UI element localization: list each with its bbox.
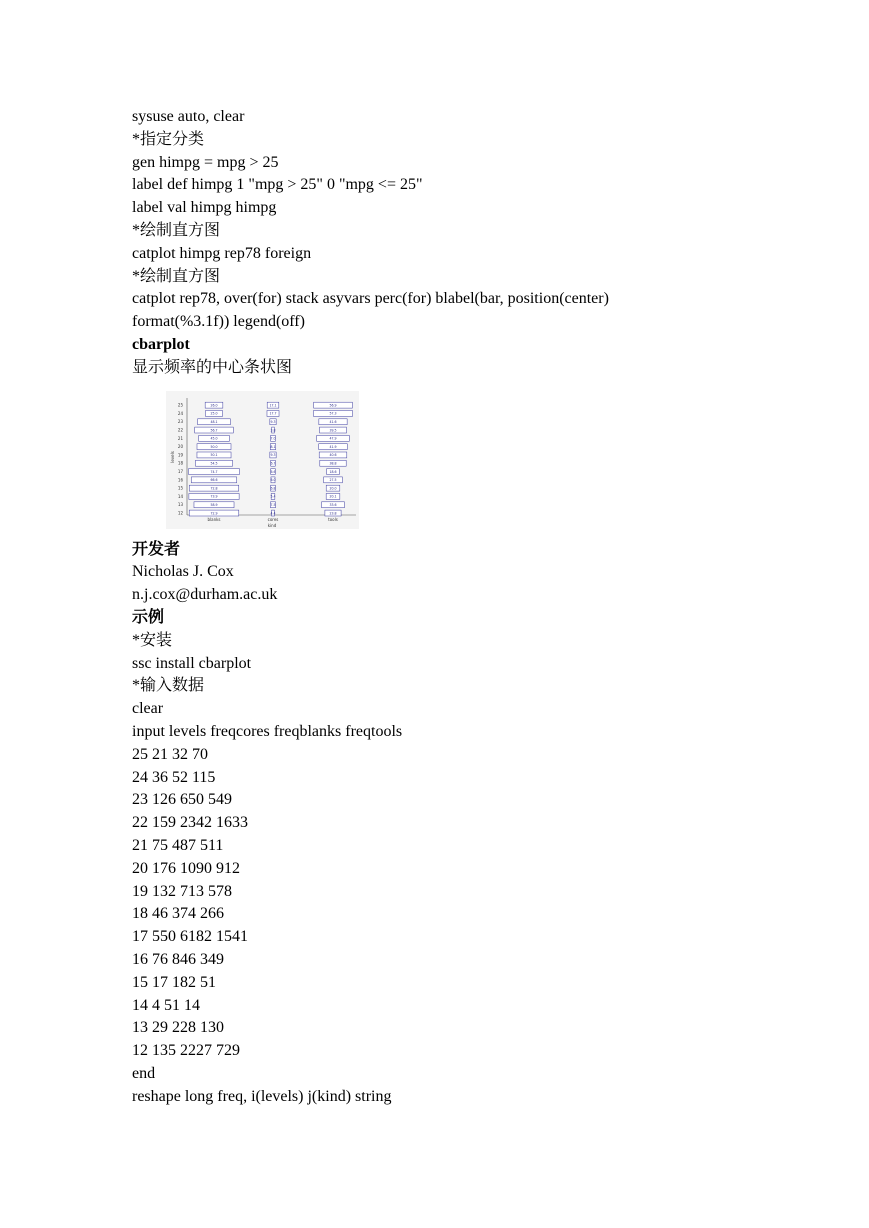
bar-label-cores: 17.1 [269, 402, 277, 407]
y-tick-label: 12 [177, 510, 183, 516]
text-line: 18 46 374 266 [132, 905, 224, 923]
bar-label-tools: 18.6 [329, 469, 337, 474]
bar-label-blanks: 50.1 [210, 452, 218, 457]
text-line: gen himpg = mpg > 25 [132, 153, 279, 171]
text-line: 24 36 52 115 [132, 768, 216, 786]
bar-label-cores: 3.8 [270, 427, 276, 432]
bar-label-tools: 20.0 [329, 485, 337, 490]
text-line: format(%3.1f)) legend(off) [132, 313, 305, 331]
y-tick-label: 20 [177, 443, 183, 449]
bar-label-cores: 17.7 [269, 411, 277, 416]
bar-label-blanks: 74.7 [210, 469, 218, 474]
text-line: *安装 [132, 631, 173, 649]
y-tick-label: 13 [177, 501, 183, 507]
bar-label-tools: 23.8 [329, 510, 337, 515]
bar-label-tools: 47.9 [329, 436, 337, 441]
text-line: 23 126 650 549 [132, 791, 232, 809]
x-tick-label: tools [328, 516, 338, 522]
bar-label-blanks: 25.0 [210, 411, 218, 416]
bar-label-tools: 33.6 [329, 502, 337, 507]
bar-label-blanks: 54.5 [210, 461, 218, 466]
y-axis-label: levels [170, 450, 175, 463]
bar-label-cores: 9.3 [270, 419, 276, 424]
y-tick-label: 21 [177, 435, 183, 441]
text-line: sysuse auto, clear [132, 108, 245, 125]
document-content [132, 106, 832, 1108]
bar-label-blanks: 66.6 [210, 477, 218, 482]
bar-label-cores: 6.8 [270, 485, 276, 490]
text-line: 25 21 32 70 [132, 745, 208, 763]
bar-label-cores: 6.6 [270, 469, 276, 474]
cbarplot-chart [166, 391, 359, 529]
bar-label-cores: 4.4 [270, 510, 276, 515]
bar-label-cores: 5.4 [270, 494, 276, 499]
bar-label-blanks: 58.9 [210, 502, 218, 507]
bar-label-blanks: 50.0 [210, 444, 218, 449]
text-line: n.j.cox@durham.ac.uk [132, 586, 278, 604]
bar-label-blanks: 48.1 [210, 419, 218, 424]
y-tick-label: 16 [177, 476, 183, 482]
bar-label-tools: 27.5 [329, 477, 337, 482]
y-tick-label: 25 [177, 402, 183, 408]
text-line: ssc install cbarplot [132, 654, 252, 672]
text-line: label def himpg 1 "mpg > 25" 0 "mpg <= 25" [132, 176, 423, 194]
text-line: end [132, 1064, 156, 1082]
text-line: *绘制直方图 [132, 221, 221, 239]
y-tick-label: 15 [177, 485, 183, 491]
text-line: clear [132, 700, 164, 718]
bar-label-blanks: 45.0 [210, 436, 218, 441]
chart-marks [178, 402, 353, 522]
text-line: 16 76 846 349 [132, 950, 224, 968]
bar-label-tools: 38.8 [329, 461, 337, 466]
text-line: *指定分类 [132, 130, 205, 148]
bar-label-blanks: 72.9 [210, 510, 218, 515]
bar-label-blanks: 56.7 [210, 427, 218, 432]
section-heading: cbarplot [132, 335, 190, 353]
y-tick-label: 18 [177, 460, 183, 466]
text-line: label val himpg himpg [132, 199, 277, 217]
bar-label-cores: 6.0 [270, 477, 276, 482]
bar-label-tools: 56.9 [329, 402, 337, 407]
x-axis-label: kind [267, 522, 277, 528]
x-tick-label: blanks [207, 516, 221, 522]
y-tick-label: 24 [177, 410, 183, 416]
section-heading: 示例 [132, 608, 165, 626]
text-line: catplot himpg rep78 foreign [132, 244, 312, 262]
section-heading: 开发者 [132, 540, 181, 558]
text-line: reshape long freq, i(levels) j(kind) string [132, 1087, 392, 1105]
y-tick-label: 23 [177, 418, 183, 424]
bar-label-blanks: 26.0 [210, 402, 218, 407]
bar-label-cores: 8.1 [270, 444, 276, 449]
bar-label-cores: 7.0 [270, 436, 276, 441]
text-line: 12 135 2227 729 [132, 1042, 240, 1060]
code-block-top [132, 106, 832, 380]
bar-label-cores: 9.3 [270, 452, 276, 457]
y-tick-label: 14 [177, 493, 183, 499]
bar-label-tools: 20.1 [329, 494, 337, 499]
text-line: 15 17 182 51 [132, 973, 216, 991]
bar-label-blanks: 72.8 [210, 485, 218, 490]
bar-label-tools: 57.3 [329, 411, 337, 416]
code-block-bottom [132, 539, 832, 1109]
text-line: 22 159 2342 1633 [132, 814, 248, 832]
bar-label-tools: 41.6 [329, 419, 337, 424]
x-tick-label: cores [267, 516, 279, 522]
bar-label-tools: 39.5 [329, 427, 337, 432]
bar-label-tools: 41.9 [329, 444, 337, 449]
text-line: 21 75 487 511 [132, 836, 224, 854]
text-line: 13 29 228 130 [132, 1019, 224, 1037]
text-line: 显示频率的中心条状图 [132, 358, 293, 376]
cbarplot-figure [166, 391, 359, 529]
y-tick-label: 22 [177, 427, 183, 433]
text-line: catplot rep78, over(for) stack asyvars perc(for) blabel(bar, position(center) [132, 290, 609, 308]
text-line: 19 132 713 578 [132, 882, 232, 900]
bar-label-blanks: 73.9 [210, 494, 218, 499]
text-line: *输入数据 [132, 677, 205, 695]
y-tick-label: 17 [177, 468, 183, 474]
y-tick-label: 19 [177, 451, 183, 457]
bar-label-cores: 7.5 [270, 502, 276, 507]
text-line: 14 4 51 14 [132, 996, 200, 1014]
text-line: input levels freqcores freqblanks freqtools [132, 722, 403, 740]
text-line: 17 550 6182 1541 [132, 928, 248, 946]
bar-label-cores: 6.7 [270, 461, 276, 466]
text-line: *绘制直方图 [132, 267, 221, 285]
bar-label-tools: 40.6 [329, 452, 337, 457]
text-line: Nicholas J. Cox [132, 563, 234, 581]
text-line: 20 176 1090 912 [132, 859, 240, 877]
